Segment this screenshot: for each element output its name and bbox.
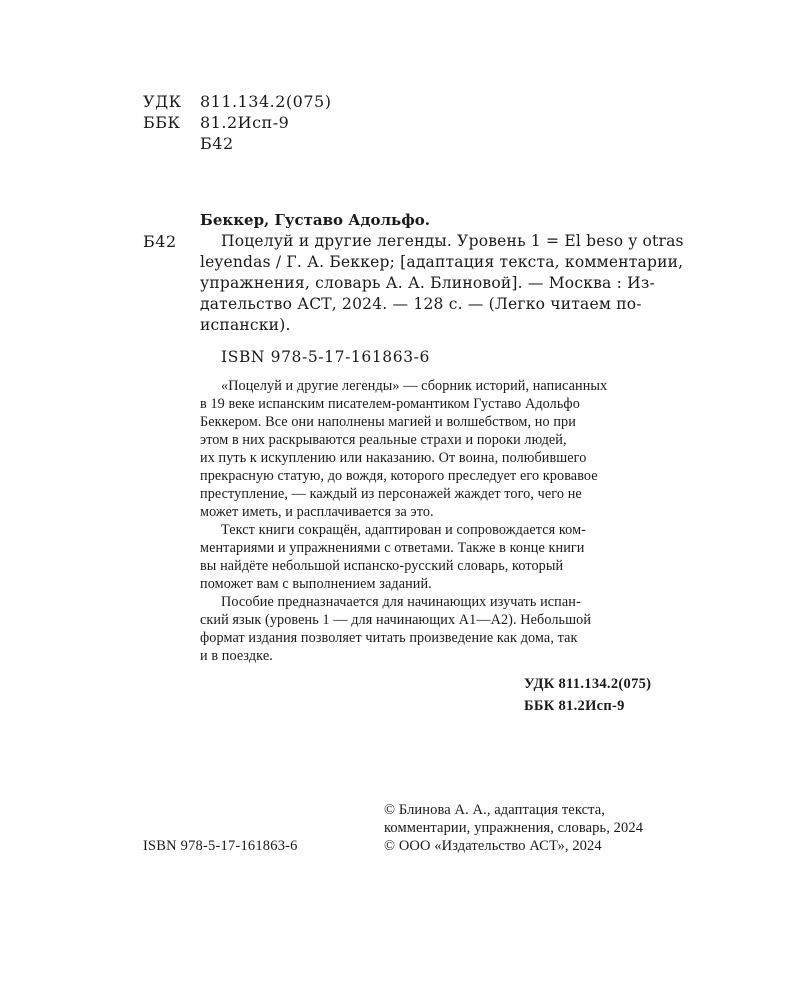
annotation-line: «Поцелуй и другие легенды» — сборник историй, написанных [221,378,608,394]
author-mark: Б42 [200,134,234,153]
annotation-line: может иметь, и расплачивается за это. [200,504,434,520]
bibliographic-line: leyendas / Г. А. Беккер; [адаптация текста, комментарии, [200,253,684,271]
annotation-line: ментариями и упражнениями с ответами. Также в конце книги [200,540,585,556]
annotation-line: Беккером. Все они наполнены магией и волшебством, но при [200,414,576,430]
book-author: Беккер, Густаво Адольфо. [200,211,430,229]
udk-value: 811.134.2(075) [200,92,332,111]
annotation-line: этом в них раскрываются реальные страхи и пороки людей, [200,432,567,448]
annotation-line: в 19 веке испанским писателем-романтиком Густаво Адольфо [200,396,580,412]
annotation-line: и в поездке. [200,648,273,664]
annotation-line: прекрасную статую, до вождя, которого преследует его кровавое [200,468,598,484]
isbn-number: ISBN 978-5-17-161863-6 [221,348,430,366]
bbk-code: ББК 81.2Исп-9 [524,698,625,714]
annotation-line: Пособие предназначается для начинающих изучать испан- [221,594,581,610]
annotation-line: вы найдёте небольшой испанско-русский словарь, который [200,558,564,574]
annotation-line: Текст книги сокращён, адаптирован и сопровождается ком- [221,522,586,538]
bibliographic-line: Поцелуй и другие легенды. Уровень 1 = El beso y otras [221,232,684,250]
copyright-line: © ООО «Издательство АСТ», 2024 [384,838,602,854]
annotation-line: ский язык (уровень 1 — для начинающих А1—А2). Небольшой [200,612,592,628]
annotation-line: преступление, — каждый из персонажей жаждет того, чего не [200,486,582,502]
bbk-value: 81.2Исп-9 [200,113,290,132]
annotation-line: формат издания позволяет читать произведение как дома, так [200,630,578,646]
copyright-line: комментарии, упражнения, словарь, 2024 [384,820,644,836]
udk-label: УДК [143,92,182,111]
bibliographic-line: испански). [200,316,291,334]
annotation-line: поможет вам с выполнением заданий. [200,576,432,592]
annotation-line: их путь к искуплению или наказанию. От воина, полюбившего [200,450,587,466]
bibliographic-line: дательство АСТ, 2024. — 128 с. — (Легко читаем по- [200,295,642,313]
bbk-label: ББК [143,113,181,132]
udk-code: УДК 811.134.2(075) [524,676,652,692]
bibliographic-line: упражнения, словарь А. А. Блиновой]. — Москва : Из- [200,274,655,292]
bibliographic-code: Б42 [143,232,177,251]
footer-isbn: ISBN 978-5-17-161863-6 [143,838,298,854]
copyright-line: © Блинова А. А., адаптация текста, [384,802,606,818]
